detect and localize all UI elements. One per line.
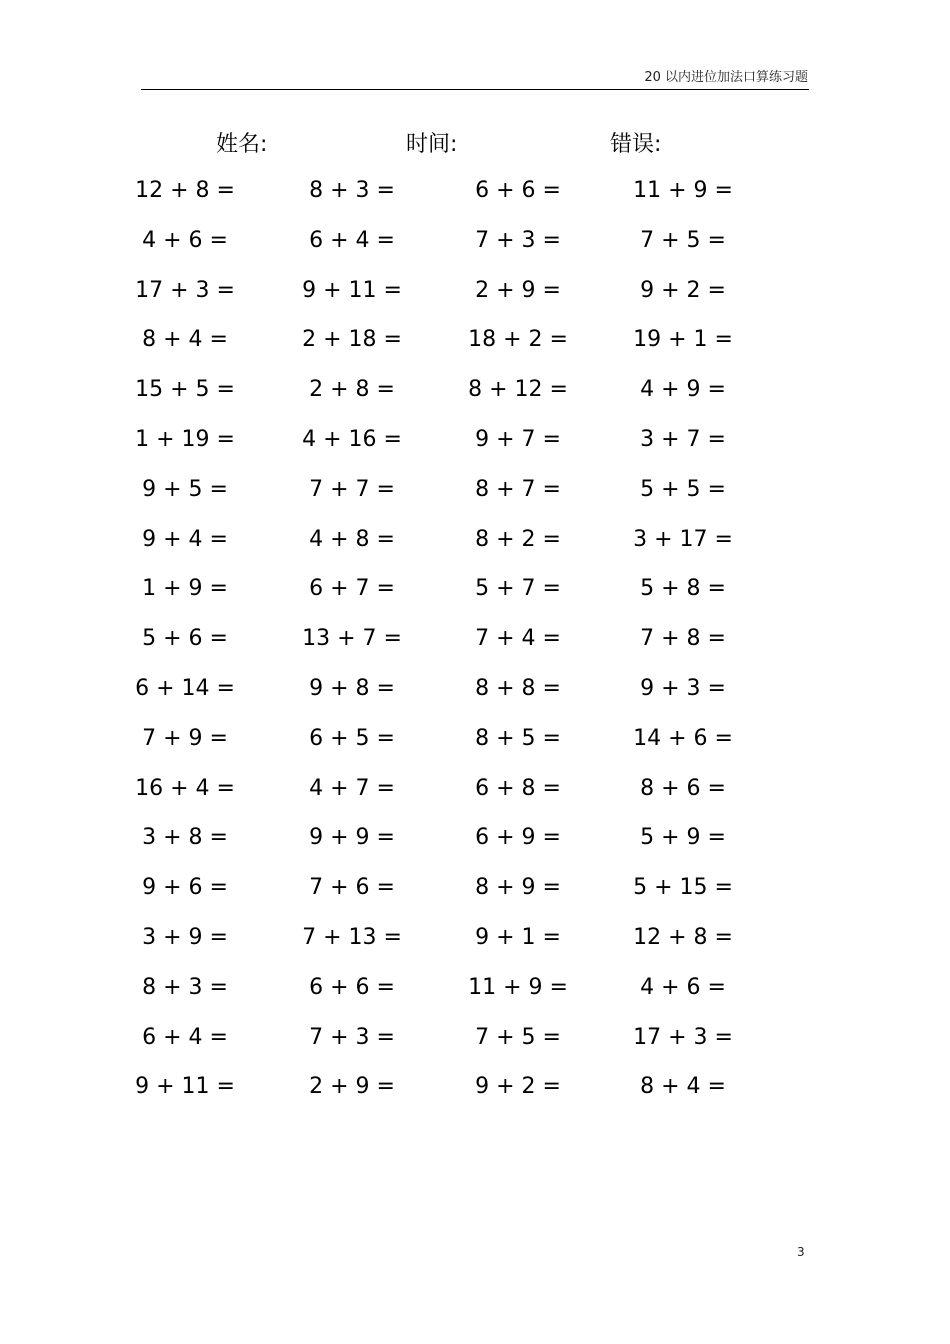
problem-item: 5 + 8 = (640, 576, 726, 602)
problem-item: 16 + 4 = (135, 775, 235, 801)
problem-item: 6 + 9 = (475, 825, 561, 851)
problem-item: 7 + 4 = (475, 626, 561, 652)
problem-item: 9 + 2 = (475, 1074, 561, 1100)
problem-row (0, 1069, 950, 1119)
problem-item: 3 + 17 = (633, 526, 733, 552)
problem-item: 7 + 13 = (302, 924, 402, 950)
problem-item: 8 + 4 = (640, 1074, 726, 1100)
time-label: 时间: (406, 132, 458, 157)
problem-item: 8 + 9 = (475, 875, 561, 901)
errors-label: 错误: (610, 132, 662, 157)
problem-item: 2 + 9 = (475, 277, 561, 303)
problem-item: 6 + 14 = (135, 675, 235, 701)
problem-item: 9 + 1 = (475, 924, 561, 950)
problem-item: 11 + 9 = (468, 974, 568, 1000)
problem-item: 8 + 6 = (640, 775, 726, 801)
problem-item: 7 + 7 = (309, 476, 395, 502)
problem-row (0, 621, 950, 671)
problem-item: 7 + 8 = (640, 626, 726, 652)
header-title: 20 以内进位加法口算练习题 (644, 70, 808, 85)
problem-item: 8 + 2 = (475, 526, 561, 552)
problem-item: 19 + 1 = (633, 327, 733, 353)
problem-row (0, 322, 950, 372)
problem-item: 6 + 7 = (309, 576, 395, 602)
problem-item: 4 + 6 = (640, 974, 726, 1000)
problem-item: 4 + 6 = (142, 227, 228, 253)
problem-row (0, 273, 950, 323)
problem-item: 1 + 9 = (142, 576, 228, 602)
problem-item: 7 + 3 = (475, 227, 561, 253)
problem-item: 4 + 8 = (309, 526, 395, 552)
problem-row (0, 372, 950, 422)
problem-item: 6 + 4 = (142, 1024, 228, 1050)
problem-row (0, 173, 950, 223)
problem-item: 5 + 9 = (640, 825, 726, 851)
problem-item: 4 + 16 = (302, 426, 402, 452)
problem-row (0, 771, 950, 821)
problem-row (0, 920, 950, 970)
problem-item: 2 + 9 = (309, 1074, 395, 1100)
problem-item: 17 + 3 = (135, 277, 235, 303)
problem-item: 9 + 4 = (142, 526, 228, 552)
problem-item: 6 + 6 = (475, 178, 561, 203)
header-rule (141, 89, 809, 90)
page-number: 3 (797, 1245, 805, 1259)
problem-item: 8 + 3 = (309, 178, 395, 203)
problem-item: 18 + 2 = (468, 327, 568, 353)
problem-item: 8 + 3 = (142, 974, 228, 1000)
problem-row (0, 1020, 950, 1070)
problem-item: 9 + 7 = (475, 426, 561, 452)
problem-item: 7 + 5 = (475, 1024, 561, 1050)
name-label: 姓名: (216, 132, 268, 157)
problem-item: 12 + 8 = (135, 178, 235, 203)
problem-item: 11 + 9 = (633, 178, 733, 203)
problem-item: 7 + 3 = (309, 1024, 395, 1050)
problem-item: 9 + 11 = (135, 1074, 235, 1100)
problem-row (0, 671, 950, 721)
problem-item: 9 + 2 = (640, 277, 726, 303)
problem-item: 7 + 9 = (142, 725, 228, 751)
problem-row (0, 422, 950, 472)
problem-item: 9 + 6 = (142, 875, 228, 901)
problem-row (0, 820, 950, 870)
problem-row (0, 970, 950, 1020)
problem-item: 9 + 9 = (309, 825, 395, 851)
problem-item: 1 + 19 = (135, 426, 235, 452)
problem-row (0, 522, 950, 572)
problem-item: 15 + 5 = (135, 377, 235, 403)
problem-item: 6 + 8 = (475, 775, 561, 801)
problem-item: 5 + 15 = (633, 875, 733, 901)
problem-grid (0, 173, 950, 1119)
problem-item: 6 + 4 = (309, 227, 395, 253)
problem-item: 9 + 8 = (309, 675, 395, 701)
problem-item: 8 + 5 = (475, 725, 561, 751)
problem-item: 2 + 8 = (309, 377, 395, 403)
problem-item: 9 + 5 = (142, 476, 228, 502)
problem-row (0, 472, 950, 522)
problem-item: 6 + 5 = (309, 725, 395, 751)
problem-item: 9 + 11 = (302, 277, 402, 303)
problem-item: 3 + 7 = (640, 426, 726, 452)
problem-item: 8 + 4 = (142, 327, 228, 353)
problem-item: 5 + 7 = (475, 576, 561, 602)
problem-item: 8 + 8 = (475, 675, 561, 701)
problem-row (0, 721, 950, 771)
problem-item: 5 + 6 = (142, 626, 228, 652)
problem-row (0, 571, 950, 621)
problem-row (0, 223, 950, 273)
problem-item: 8 + 12 = (468, 377, 568, 403)
problem-item: 17 + 3 = (633, 1024, 733, 1050)
problem-item: 5 + 5 = (640, 476, 726, 502)
problem-item: 14 + 6 = (633, 725, 733, 751)
problem-item: 12 + 8 = (633, 924, 733, 950)
problem-item: 7 + 5 = (640, 227, 726, 253)
problem-row (0, 870, 950, 920)
problem-item: 3 + 9 = (142, 924, 228, 950)
problem-item: 2 + 18 = (302, 327, 402, 353)
problem-item: 6 + 6 = (309, 974, 395, 1000)
problem-item: 4 + 7 = (309, 775, 395, 801)
problem-item: 13 + 7 = (302, 626, 402, 652)
problem-item: 7 + 6 = (309, 875, 395, 901)
problem-item: 9 + 3 = (640, 675, 726, 701)
problem-item: 8 + 7 = (475, 476, 561, 502)
problem-item: 4 + 9 = (640, 377, 726, 403)
problem-item: 3 + 8 = (142, 825, 228, 851)
